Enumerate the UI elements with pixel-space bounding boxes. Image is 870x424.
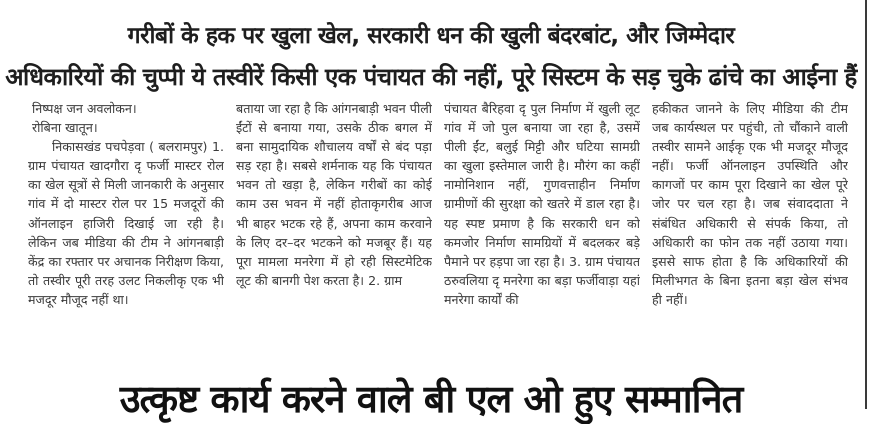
headline-line-2: अधिकारियों की चुप्पी ये तस्वीरें किसी एक पंचायत की नहीं, पूरे सिस्टम के सड़ चुके ढांचे का आईना हैं <box>5 63 857 91</box>
article-column-3 <box>444 99 640 371</box>
article-column-4 <box>652 99 848 371</box>
article-column-1 <box>28 99 224 371</box>
headline-line-1: गरीबों के हक पर खुला खेल, सरकारी धन की खुली बंदरबांट, और जिम्मेदार <box>127 23 735 49</box>
column-text: पंचायत बैरिहवा दृ पुल निर्माण में खुली लूट गांव में जो पुल बनाया जा रहा है, उसमें पीली ईंट, बलुई मिट्टी और घटिया सामग्री का खुला इस्तेमाल जारी है। मौरंग का कहीं नामोनिशान नहीं, गुणवत्ताहीन निर्माण ग्रामीणों की सुरक्षा को खतरे में डाल रहा है। यह स्पष्ट प्रमाण है कि सरकारी धन को कमजोर निर्माण सामग्रियों में बदलकर बड़े पैमाने पर हड़पा जा रहा है। 3. ग्राम पंचायत ठरुवलिया दृ मनरेगा का बड़ा फर्जीवाड़ा यहां मनरेगा कार्यों की <box>444 101 640 307</box>
column-text: बताया जा रहा है कि आंगनबाड़ी भवन पीली ईंटों से बनाया गया, उसके ठीक बगल में बना सामुदायिक शौचालय वर्षों से बंद पड़ा सड़ रहा है। सबसे शर्मनाक यह कि पंचायत भवन तो खड़ा है, लेकिन गरीबों का कोई काम उस भवन में नहीं होताकृगरीब आज भी बाहर भटक रहे हैं, अपना काम करवाने के लिए दर–दर भटकने को मजबूर हैं। यह पूरा मामला मनरेगा में हो रही सिस्टमेटिक लूट की बानगी पेश करता है। 2. ग्राम <box>236 101 432 288</box>
byline-author: रोबिना खातून। <box>32 120 98 136</box>
article-column-2 <box>236 99 432 371</box>
column-text: निकासखंड पचपेड़वा ( बलरामपुर) 1. ग्राम पंचायत खादगौरा दृ फर्जी मास्टर रोल का खेल सूत्रों से मिली जानकारी के अनुसार गांव में दो मास्टर रोल पर 15 मजदूरों की ऑनलाइन हाजिरी दिखाई जा रही है। लेकिन जब मीडिया की टीम ने आंगनबाड़ी केंद्र का रफ्तार पर अचानक निरीक्षण किया, तो तस्वीर पूरी तरह उलट निकलीकृ एक भी मजदूर मौजूद नहीं था। <box>28 139 224 307</box>
column-rule <box>865 0 867 409</box>
article-body <box>28 99 848 371</box>
column-text: हकीकत जानने के लिए मीडिया की टीम जब कार्यस्थल पर पहुंची, तो चौंकाने वाली तस्वीर सामने आईकृ एक भी मजदूर मौजूद नहीं। फर्जी ऑनलाइन उपस्थिति और कागजों पर काम पूरा दिखाने का खेल पूरे जोर पर चल रहा है। जब संवाददाता ने संबंधित अधिकारी से संपर्क किया, तो अधिकारी का फोन तक नहीं उठाया गया। इससे साफ होता है कि अधिकारियों की मिलीभगत के बिना इतना बड़ा खेल संभव ही नहीं। <box>652 101 848 307</box>
byline-source: निष्पक्ष जन अवलोकन। <box>32 101 137 116</box>
next-article-headline: उत्कृष्ट कार्य करने वाले बी एल ओ हुए सम्मानित <box>119 377 743 421</box>
